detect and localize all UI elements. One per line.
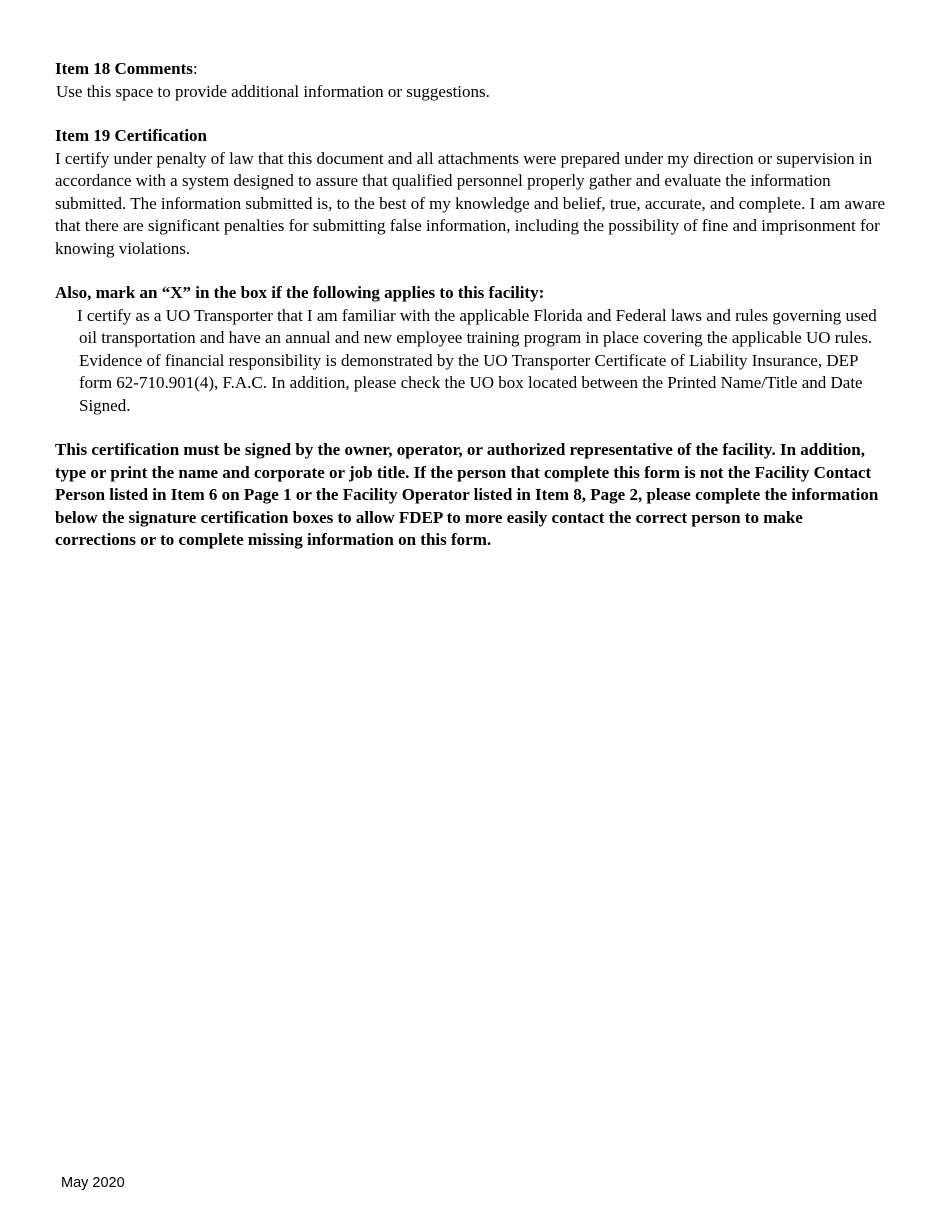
item18-text: Use this space to provide additional information or suggestions. (56, 81, 490, 101)
item18-heading-colon: : (192, 59, 198, 78)
form-page (55, 58, 890, 552)
item19-heading: Item 19 Certification (55, 126, 208, 145)
item18-heading: Item 18 Comments (55, 59, 193, 78)
footer-date: May 2020 (61, 1175, 125, 1191)
uo-heading: Also, mark an “X” in the box if the following applies to this facility: (55, 283, 545, 302)
spacer (55, 417, 890, 439)
uo-section (55, 282, 890, 417)
item19-text: I certify under penalty of law that this document and all attachments were prepared under my direction or supervision in accordance with a system designed to assure that qualified personnel properly gather and evaluate the information submitted. The information submitted is, to the best of my knowledge and belief, true, accurate, and complete. I am aware that there are significant penalties for submitting false information, including the possibility of fine and imprisonment for knowing violations. (55, 148, 886, 258)
item18-heading-line (55, 58, 890, 81)
uo-transporter-text: I certify as a UO Transporter that I am familiar with the applicable Florida and Federal laws and rules governing used oil transportation and have an annual and new employee training program in place covering the applicable UO rules. Evidence of financial responsibility is demonstrated by the UO Transporter Certificate of Liability Insurance, DEP form 62-710.901(4), F.A.C. In addition, please check the UO box located between the Printed Name/Title and Date Signed. (77, 305, 877, 415)
signature-instructions: This certification must be signed by the owner, operator, or authorized representative of the facility. In addition, type or print the name and corporate or job title. If the person that complete this form is not the Facility Contact Person listed in Item 6 on Page 1 or the Facility Operator listed in Item 8, Page 2, please complete the information below the signature certification boxes to allow FDEP to more easily contact the correct person to make corrections or to complete missing information on this form. (55, 440, 879, 549)
item19-section (55, 125, 890, 260)
spacer (55, 260, 890, 282)
spacer (55, 103, 890, 125)
item18-section (55, 58, 890, 103)
